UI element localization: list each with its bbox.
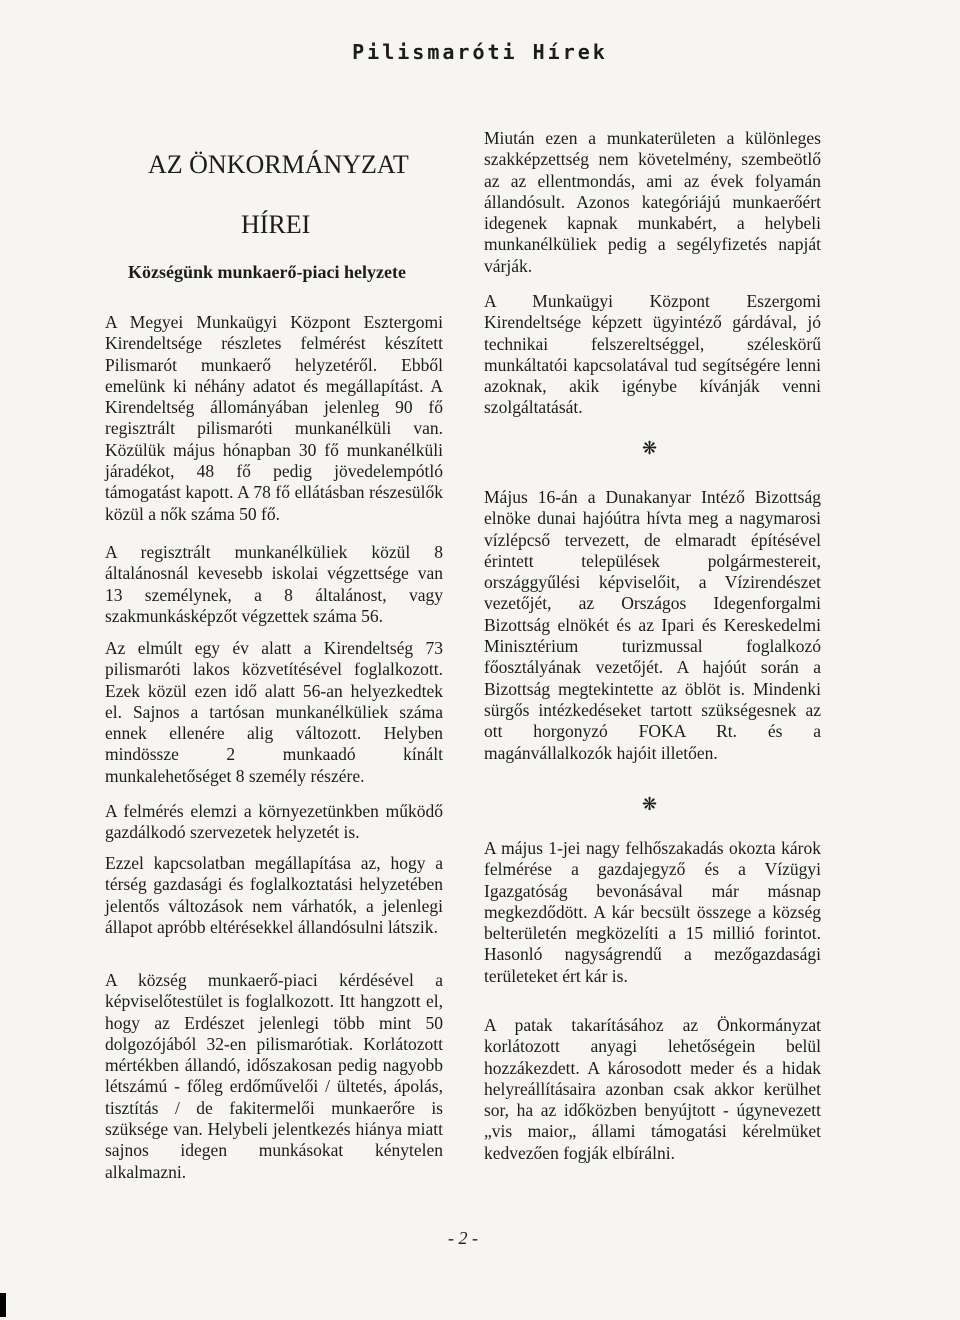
separator-asterism: ❋ [642,794,658,814]
paragraph: A május 1-jei nagy felhőszakadás okozta károk felmérése a gazdajegyző és a Vízügyi Igazgatóság bevonásával már másnap megkezdődött. A kár becsült összege a község belterületén megközelíti a 15 millió forintot. Hasonló nagyságrendű a mezőgazdasági területeket ért kár is. [484,838,821,986]
paragraph: Miután ezen a munkaterületen a különleges szakképzettség nem követelmény, szembeötlő az az ellentmondás, ami az évek folyamán állandósult. Azonos kategóriájú munkaerőért idegenek kapnak munkabért, a helybeli munkanélküliek pedig a segélyfizetés napját várják. [484,128,821,276]
paragraph: A regisztrált munkanélküliek közül 8 általánosnál kevesebb iskolai végzettsége van 13 személynek, a 8 általánost, vagy szakmunkásképzőt végzettek száma 56. [105,542,443,626]
paragraph: A Megyei Munkaügyi Központ Esztergomi Kirendeltsége részletes felmérést készített Pilismarót munkaerő helyzetéről. Ebből emelünk ki néhány adatot és megállapítást. A Kirendeltség állományában jelenleg 90 fő regisztrált pilismaróti munkanélküli van. Közülük május hónapban 30 fő munkanélküli járadékot, 48 fő pedig jövedelempótló támogatást kapott. A 78 fő ellátásban részesülők közül a nők száma 50 fő. [105,312,443,524]
page-number: - 2 - [448,1228,478,1248]
paragraph: A patak takarításához az Önkormányzat korlátozott anyagi lehetőségein belül hozzákezdett. A károsodott meder és a hidak helyreállításaira azonban csak akkor kerülhet sor, ha az időközben benyújtott - úgynevezett „vis maior„ állami támogatási kérelmüket kedvezően fogják elbírálni. [484,1015,821,1163]
paragraph: A Munkaügyi Központ Eszergomi Kirendeltsége képzett ügyintéző gárdával, jó technikai felszereltséggel, széleskörű munkáltatói kapcsolatával tud segítségére lenni azoknak, akik igénybe kívánják venni szolgáltatását. [484,291,821,418]
bleed-through [52,108,132,128]
newspaper-header: Pilismaróti Hírek [352,40,608,64]
article-subtitle: Községünk munkaerő-piaci helyzete [128,262,406,282]
article-title-line1: AZ ÖNKORMÁNYZAT [148,150,409,179]
paragraph: Ezzel kapcsolatban megállapítása az, hogy a térség gazdasági és foglalkoztatási helyzetében jelentős változások nem várhatók, a jelenlegi állapot apróbb eltérésekkel állandósulni látszik. [105,853,443,937]
scan-edge-mark [0,1293,6,1317]
paragraph: A felmérés elemzi a környezetünkben működő gazdálkodó szervezetek helyzetét is. [105,801,443,843]
paragraph: Május 16-án a Dunakanyar Intéző Bizottság elnöke dunai hajóútra hívta meg a nagymarosi vízlépcső tervezett, de elmaradt építésével érintett települések polgármestereit, országgyűlési képviselőit, a Vízirendészet vezetőjét, az Országos Idegenforgalmi Bizottság elnökét és az Ipari és Kereskedelmi Minisztérium turizmussal foglalkozó főosztályának vezetőjét. A hajóút során a Bizottság megtekintette az öblöt is. Mindenki sürgős intézkedéseket tartott szükségesnek az ott horgonyzó FOKA Rt. és a magánvállalkozók hajóit illetően. [484,487,821,763]
separator-asterism: ❋ [642,438,658,458]
paragraph: Az elmúlt egy év alatt a Kirendeltség 73 pilismaróti lakos közvetítésével foglalkozott. Ezek közül ezen idő alatt 56-an helyezkedtek el. Sajnos a tartósan munkanélküliek száma ennek ellenére alig változott. Helyben mindössze 2 munkaadó kínált munkalehetőséget 8 személy részére. [105,638,443,786]
article-title-line2: HÍREI [241,210,311,239]
paragraph: A község munkaerő-piaci kérdésével a képviselőtestület is foglalkozott. Itt hangzott el, hogy az Erdészet jelenlegi több mint 50 dolgozójából 32-en pilismarótiak. Korlátozott mértékben állandó, időszakosan pedig nagyobb létszámú - főleg erdőművelői / ültetés, ápolás, tisztítás / de fakitermelői munkaerőre is szüksége van. Helybeli jelentkezés hiánya miatt sajnos idegen munkásokat kénytelen alkalmazni. [105,970,443,1182]
